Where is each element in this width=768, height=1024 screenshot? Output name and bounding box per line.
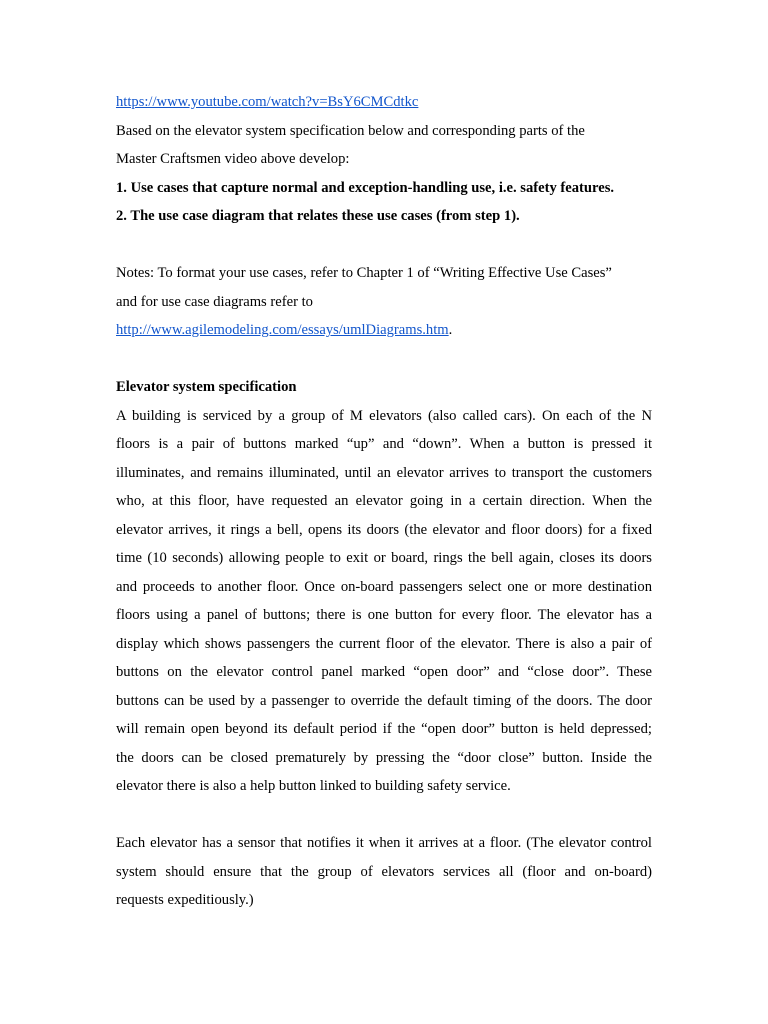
- paragraph-line: elevator arrives, it rings a bell, opens its doors (the elevator and floor doors) for a fixed: [116, 521, 652, 538]
- notes-line-1: Notes: To format your use cases, refer to Chapter 1 of “Writing Effective Use Cases”: [116, 265, 612, 281]
- document-page: [116, 88, 652, 915]
- paragraph-line: will remain open beyond its default period if the “open door” button is held depressed;: [116, 721, 652, 737]
- paragraph-line: elevator there is also a help button linked to building safety service.: [116, 778, 511, 794]
- paragraph-line: and proceeds to another floor. Once on-board passengers select one or more destination: [116, 578, 652, 595]
- paragraph-line: floors using a panel of buttons; there is one button for every floor. The elevator has a: [116, 607, 652, 623]
- paragraph-line: buttons on the elevator control panel marked “open door” and “close door”. These: [116, 664, 652, 680]
- paragraph-line: time (10 seconds) allowing people to exit or board, rings the bell again, closes its doors: [116, 550, 652, 566]
- paragraph-line: floors is a pair of buttons marked “up” and “down”. When a button is pressed it: [116, 436, 652, 452]
- spacer: [116, 801, 652, 830]
- task-1: 1. Use cases that capture normal and exception-handling use, i.e. safety features.: [116, 179, 615, 196]
- spacer: [116, 345, 652, 374]
- agile-modeling-link[interactable]: http://www.agilemodeling.com/essays/umlDiagrams.htm: [116, 322, 449, 338]
- video-link[interactable]: https://www.youtube.com/watch?v=BsY6CMCdtkc: [116, 94, 419, 110]
- intro-line-1: Based on the elevator system specification below and corresponding parts of the: [116, 122, 585, 139]
- paragraph-line: requests expeditiously.): [116, 892, 254, 908]
- task-2: 2. The use case diagram that relates these use cases (from step 1).: [116, 208, 520, 224]
- paragraph-line: who, at this floor, have requested an elevator going in a certain direction. When the: [116, 493, 652, 509]
- spec-paragraph-2: [116, 829, 652, 915]
- paragraph-line: system should ensure that the group of elevators services all (floor and on-board): [116, 863, 652, 880]
- spec-paragraph-1: [116, 402, 652, 801]
- notes-period: .: [448, 322, 453, 338]
- paragraph-line: Each elevator has a sensor that notifies it when it arrives at a floor. (The elevator control: [116, 835, 652, 851]
- paragraph-line: illuminates, and remains illuminated, until an elevator arrives to transport the customers: [116, 464, 652, 481]
- notes-link-line: [116, 316, 652, 345]
- paragraph-line: the doors can be closed prematurely by pressing the “door close” button. Inside the: [116, 749, 652, 766]
- spacer: [116, 231, 652, 260]
- intro-line-2: Master Craftsmen video above develop:: [116, 151, 350, 167]
- paragraph-line: A building is serviced by a group of M elevators (also called cars). On each of the N: [116, 407, 652, 424]
- intro-block: [116, 88, 652, 117]
- spec-heading: Elevator system specification: [116, 379, 297, 395]
- paragraph-line: display which shows passengers the current floor of the elevator. There is also a pair of: [116, 635, 652, 652]
- notes-line-2: and for use case diagrams refer to: [116, 293, 313, 310]
- paragraph-line: buttons can be used by a passenger to override the default timing of the doors. The door: [116, 692, 652, 709]
